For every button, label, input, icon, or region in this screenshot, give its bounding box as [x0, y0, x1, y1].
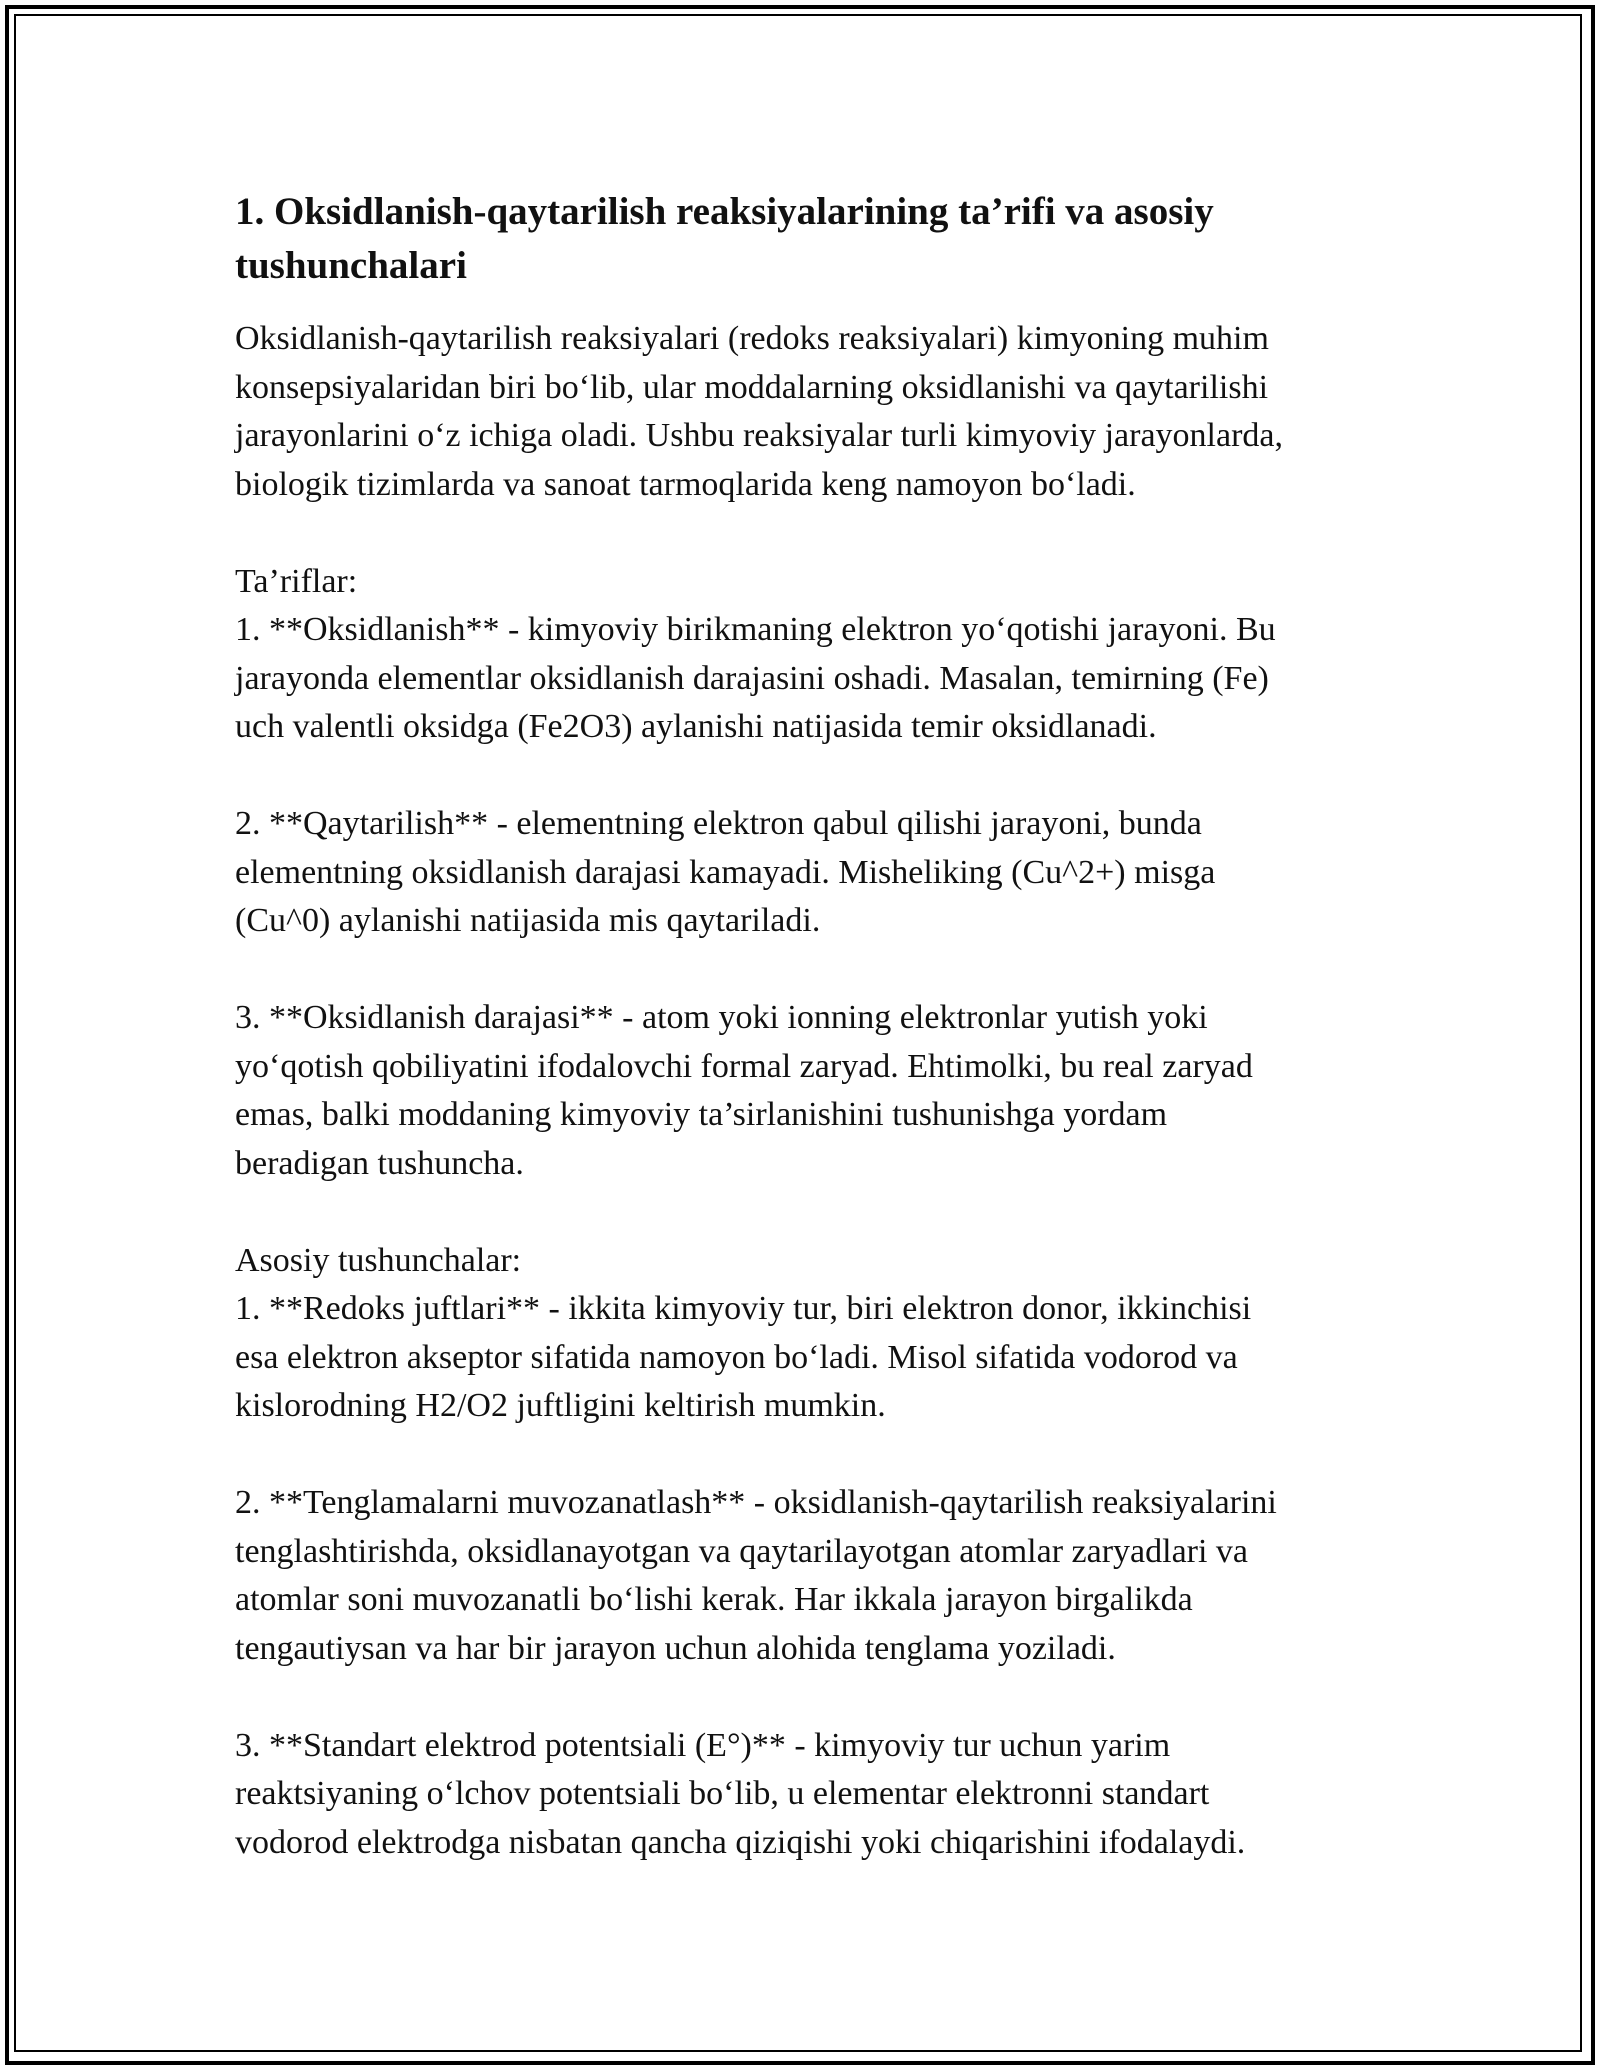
concept-item-line: 3. **Standart elektrod potentsiali (E°)** - kimyoviy tur uchun yarim: [235, 1726, 1171, 1764]
concept-item-line: vodorod elektrodga nisbatan qancha qiziqishi yoki chiqarishini ifodalaydi.: [235, 1823, 1246, 1861]
definition-item: [235, 800, 1375, 946]
concepts-title: Asosiy tushunchalar:: [235, 1241, 522, 1279]
definition-item-line: 3. **Oksidlanish darajasi** - atom yoki ionning elektronlar yutish yoki: [235, 999, 1208, 1036]
definition-item-line: beradigan tushuncha.: [235, 1144, 524, 1182]
definition-item-line: 1. **Oksidlanish** - kimyoviy birikmaning elektron yo‘qotishi jarayoni. Bu: [235, 611, 1276, 648]
definition-item-line: elementning oksidlanish darajasi kamayadi. Misheliking (Cu^2+) misga: [235, 853, 1216, 891]
definition-item-line: (Cu^0) aylanishi natijasida mis qaytariladi.: [235, 902, 821, 939]
concept-item-line: kislorodning H2/O2 juftligini keltirish mumkin.: [235, 1387, 886, 1424]
text-line: biologik tizimlarda va sanoat tarmoqlarida keng namoyon bo‘ladi.: [235, 465, 1136, 503]
concept-item: [235, 1722, 1375, 1868]
concepts-section: [235, 1237, 1375, 1431]
text-line: konsepsiyalaridan biri bo‘lib, ular moddalarning oksidlanishi va qaytarilishi: [235, 368, 1269, 406]
definition-item-line: emas, balki moddaning kimyoviy ta’sirlanishini tushunishga yordam: [235, 1096, 1168, 1133]
definitions-section: [235, 558, 1375, 752]
concept-item-line: tenglashtirishda, oksidlanayotgan va qaytarilayotgan atomlar zaryadlari va: [235, 1532, 1249, 1570]
text-line: Oksidlanish-qaytarilish reaksiyalari (redoks reaksiyalari) kimyoning muhim: [235, 320, 1269, 357]
concept-item-line: 2. **Tenglamalarni muvozanatlash** - oksidlanish-qaytarilish reaksiyalarini: [235, 1484, 1277, 1521]
paragraph-gap: [235, 509, 1375, 558]
concept-item: [235, 1479, 1375, 1673]
section-heading: [235, 185, 1375, 293]
heading-line: 1. Oksidlanish-qaytarilish reaksiyalarining ta’rifi va asosiy: [235, 190, 1214, 233]
intro-paragraph: [235, 315, 1375, 509]
heading-line: tushunchalari: [235, 244, 467, 287]
paragraph-gap: [235, 1673, 1375, 1722]
paragraph-gap: [235, 1188, 1375, 1237]
concept-item-line: tengautiysan va har bir jarayon uchun alohida tenglama yoziladi.: [235, 1629, 1116, 1667]
text-line: jarayonlarini o‘z ichiga oladi. Ushbu reaksiyalar turli kimyoviy jarayonlarda,: [235, 417, 1283, 454]
definition-item-line: jarayonda elementlar oksidlanish darajasini oshadi. Masalan, temirning (Fe): [235, 659, 1269, 697]
paragraph-gap: [235, 1431, 1375, 1480]
definition-item-line: yo‘qotish qobiliyatini ifodalovchi formal zaryad. Ehtimolki, bu real zaryad: [235, 1047, 1253, 1085]
concept-item-line: esa elektron akseptor sifatida namoyon bo‘ladi. Misol sifatida vodorod va: [235, 1338, 1238, 1376]
definition-item-line: uch valentli oksidga (Fe2O3) aylanishi natijasida temir oksidlanadi.: [235, 708, 1157, 745]
concept-item-line: atomlar soni muvozanatli bo‘lishi kerak. Har ikkala jarayon birgalikda: [235, 1581, 1193, 1618]
paragraph-gap: [235, 946, 1375, 995]
document-body: [235, 185, 1375, 1867]
concept-item-line: 1. **Redoks juftlari** - ikkita kimyoviy tur, biri elektron donor, ikkinchisi: [235, 1290, 1252, 1327]
definition-item: [235, 994, 1375, 1188]
definitions-title: Ta’riflar:: [235, 562, 358, 600]
definition-item-line: 2. **Qaytarilish** - elementning elektron qabul qilishi jarayoni, bunda: [235, 805, 1202, 842]
concept-item-line: reaktsiyaning o‘lchov potentsiali bo‘lib, u elementar elektronni standart: [235, 1775, 1210, 1812]
paragraph-gap: [235, 752, 1375, 801]
